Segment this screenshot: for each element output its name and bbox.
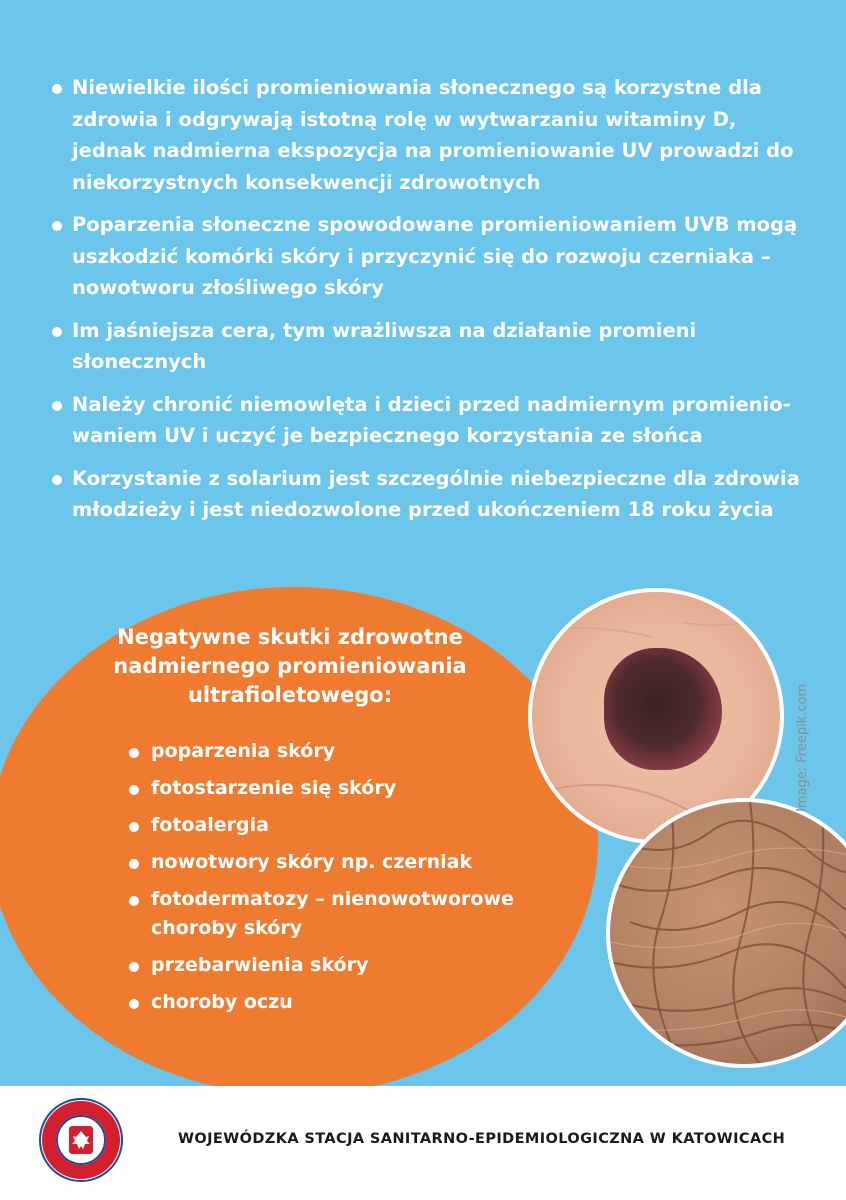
effect-item-text: choroby oczu [151, 991, 293, 1013]
effect-item [125, 885, 551, 943]
info-bullet [46, 463, 806, 526]
effect-item [125, 737, 551, 766]
sanitary-inspection-seal-icon [38, 1097, 124, 1183]
bullet-dot-icon [52, 84, 62, 94]
bullet-dot-icon [129, 748, 139, 758]
info-bullet-list [46, 72, 806, 537]
effect-item-text: nowotwory skóry np. czerniak [151, 851, 473, 873]
effect-item-text: fotodermatozy – nienowotworowe choroby skóry [151, 888, 514, 939]
bullet-dot-icon [129, 859, 139, 869]
wrinkle-texture [610, 802, 846, 1064]
effect-item-text: przebarwienia skóry [151, 954, 369, 976]
info-bullet-text: Poparzenia słoneczne spowodowane promieniowaniem UVB mogą uszkodzić komórki skóry i przyczynić się do rozwoju czerniaka – nowotworu złośliwego skóry [72, 213, 798, 299]
info-bullet [46, 72, 806, 198]
footer [0, 1086, 846, 1200]
info-bullet-text: Niewielkie ilości promieniowania słonecznego są korzystne dla zdrowia i odgrywają istotną rolę w wytwarzaniu witaminy D, jednak nadmierna ekspozycja na promieniowanie UV prowadzi do niekorzystnych konsekwencji zdrowotnych [72, 76, 794, 194]
info-bullet-text: Korzystanie z solarium jest szczególnie niebezpieczne dla zdrowia młodzieży i jest niedozwolone przed ukończeniem 18 roku życia [72, 466, 800, 521]
effects-heading: Negatywne skutki zdrowotne nadmiernego promieniowania ultrafioletowego: [113, 625, 467, 707]
image-credit: Image: Freepik.com [795, 683, 810, 812]
effect-item [125, 951, 551, 980]
bullet-dot-icon [129, 962, 139, 972]
effect-item-text: fotoalergia [151, 814, 269, 836]
info-bullet [46, 389, 806, 452]
info-bullet [46, 209, 806, 304]
effect-item [125, 774, 551, 803]
bullet-dot-icon [129, 999, 139, 1009]
info-bullet-text: Im jaśniejsza cera, tym wrażliwsza na działanie promieni słonecznych [72, 318, 697, 373]
bullet-dot-icon [52, 401, 62, 411]
effect-item-text: fotostarzenie się skóry [151, 777, 397, 799]
institution-name: WOJEWÓDZKA STACJA SANITARNO-EPIDEMIOLOGICZNA W KATOWICACH [178, 1131, 786, 1147]
effect-item [125, 811, 551, 840]
bullet-dot-icon [52, 475, 62, 485]
info-bullet [46, 315, 806, 378]
effect-item [125, 988, 551, 1017]
info-bullet-text: Należy chronić niemowlęta i dzieci przed nadmiernym promienio-waniem UV i uczyć je bezpiecznego korzystania ze słońca [72, 392, 791, 447]
bullet-dot-icon [129, 785, 139, 795]
effect-item [125, 848, 551, 877]
effect-item-text: poparzenia skóry [151, 740, 336, 762]
bullet-dot-icon [129, 822, 139, 832]
effects-list [125, 737, 551, 1025]
bullet-dot-icon [52, 221, 62, 231]
bullet-dot-icon [129, 896, 139, 906]
bullet-dot-icon [52, 327, 62, 337]
